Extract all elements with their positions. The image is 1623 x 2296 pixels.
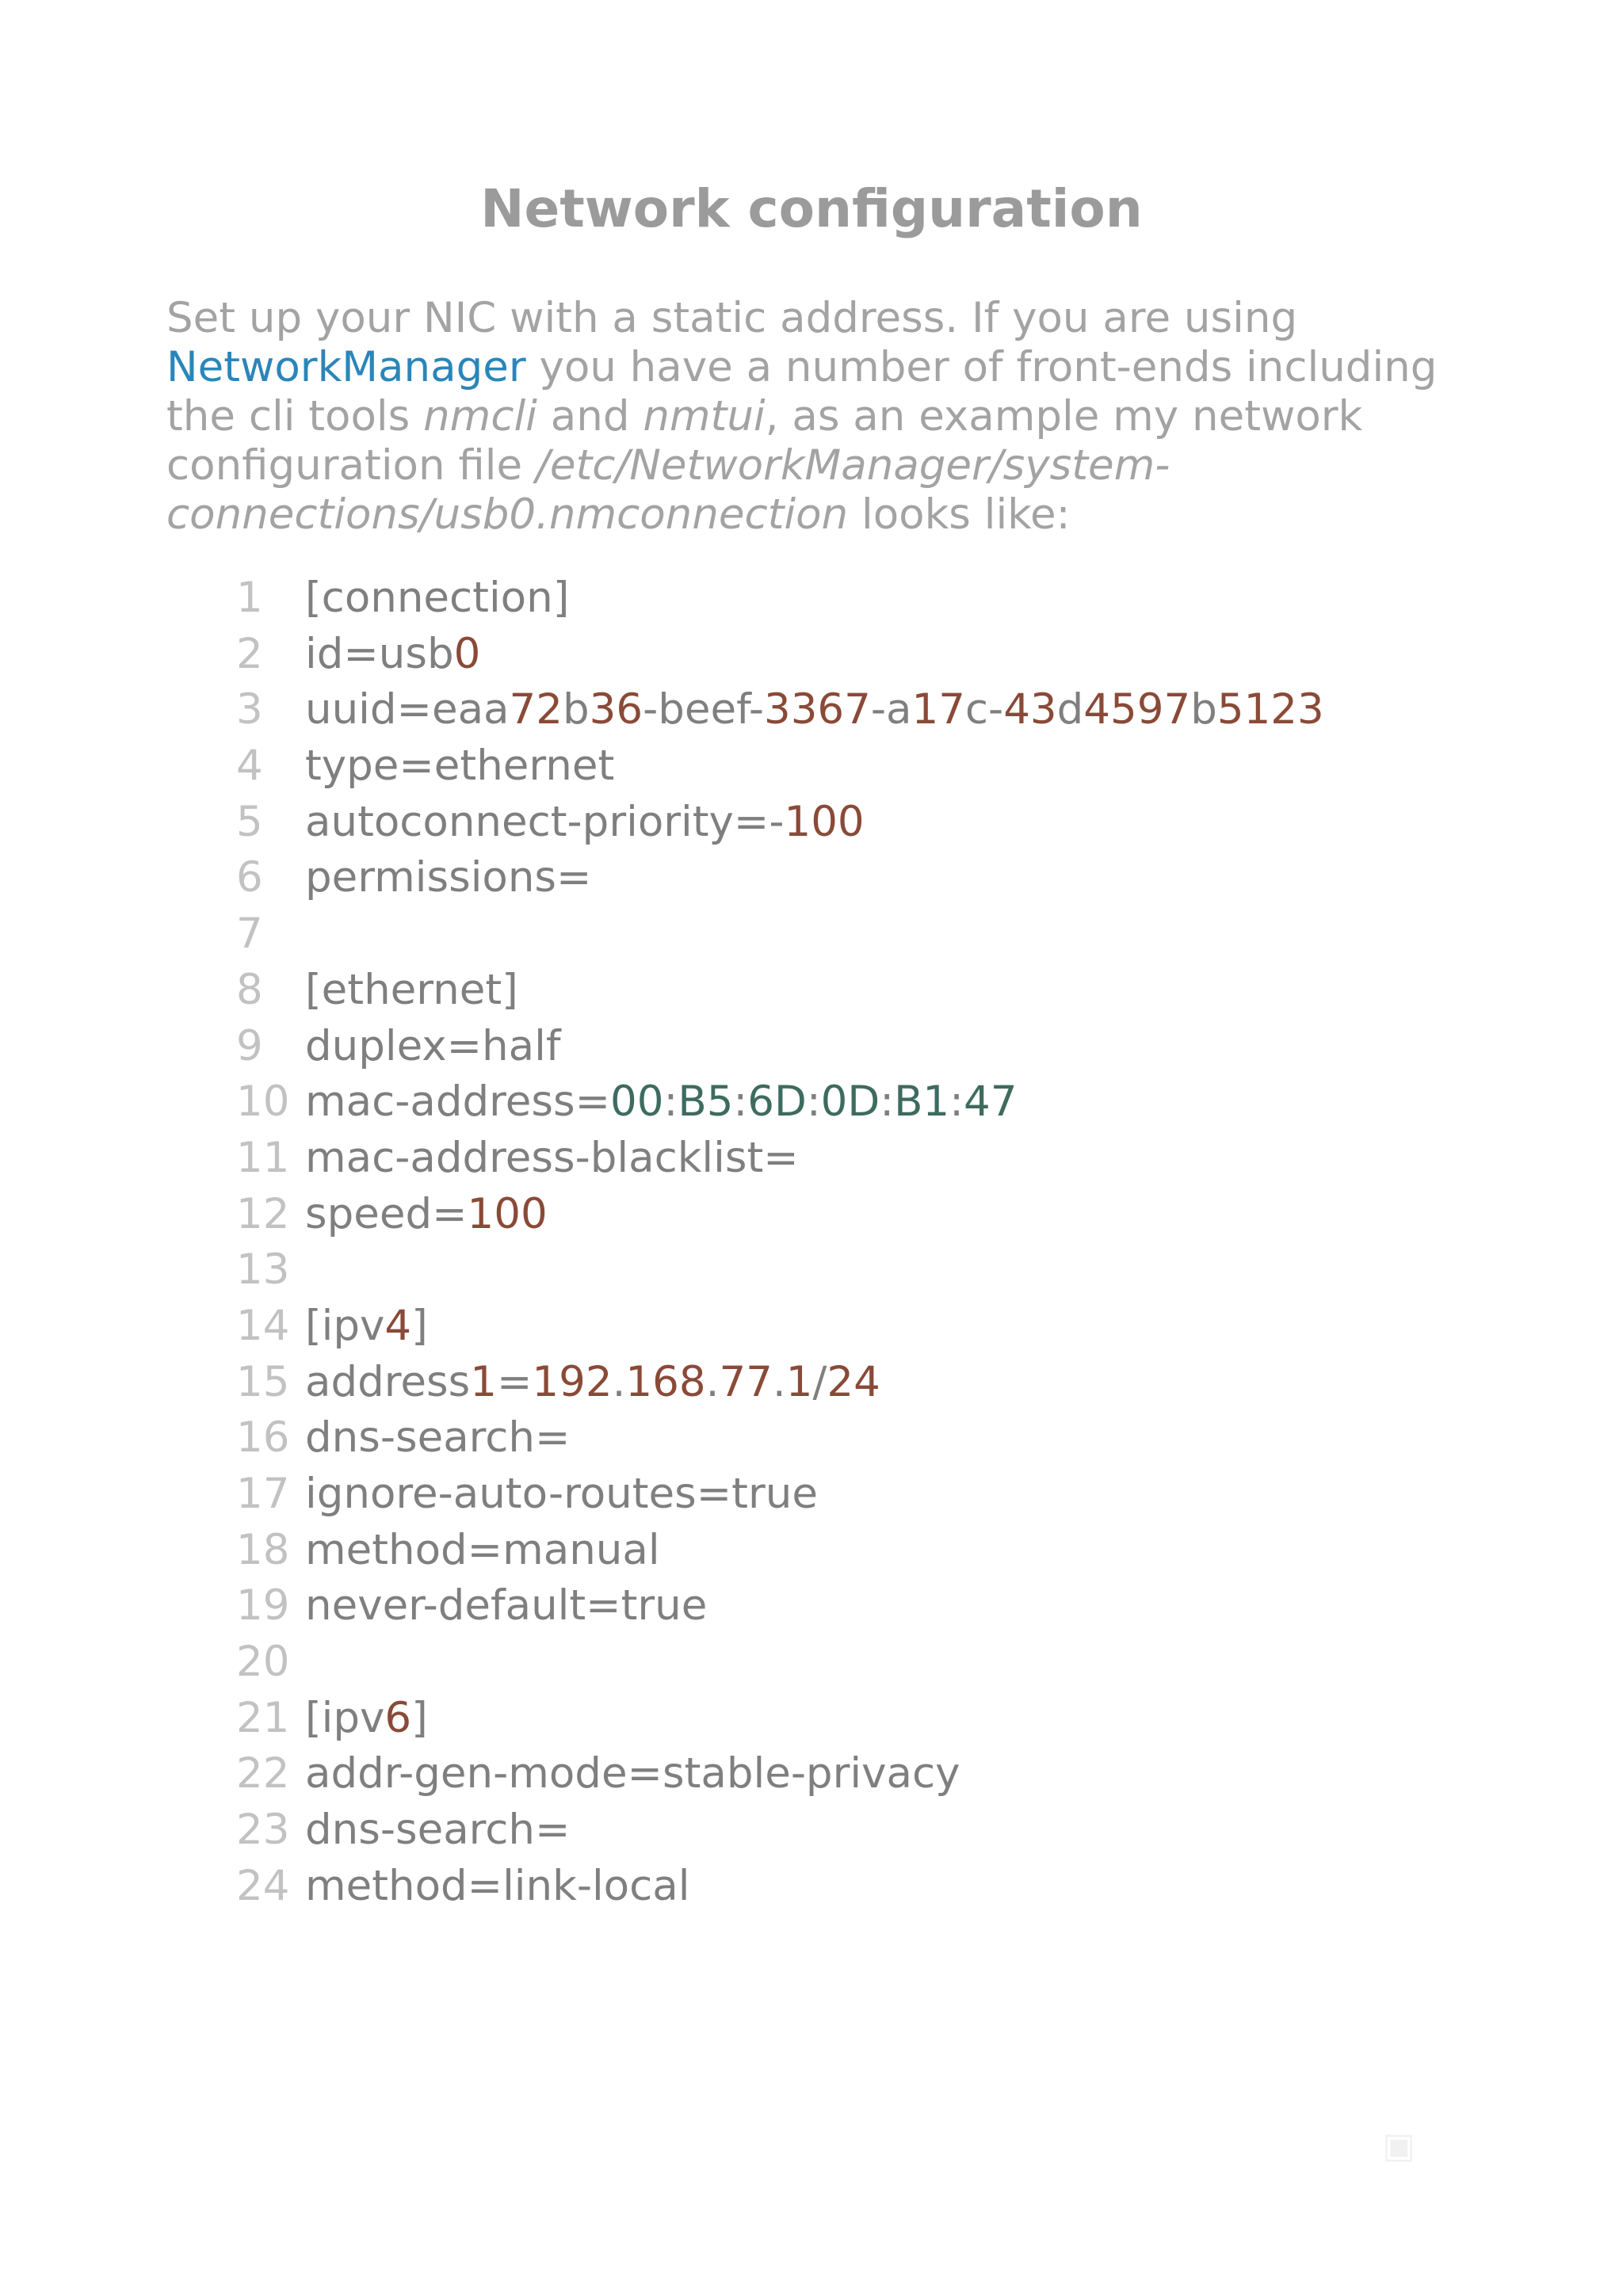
code-block	[166, 570, 1514, 1915]
code-line	[166, 1578, 1514, 1634]
code-text: never-default=true	[305, 1581, 708, 1630]
code-text: [ethernet]	[305, 965, 518, 1014]
code-line	[166, 738, 1514, 795]
line-number: 3	[236, 685, 263, 734]
code-line	[166, 1634, 1514, 1691]
code-line	[166, 1355, 1514, 1411]
line-number: 24	[236, 1861, 290, 1910]
code-line	[166, 1859, 1514, 1915]
line-number: 17	[236, 1470, 290, 1518]
code-text: method=manual	[305, 1525, 660, 1574]
line-number: 10	[236, 1077, 290, 1127]
line-number: 18	[236, 1525, 290, 1574]
code-line	[166, 1691, 1514, 1747]
tool-name-nmtui: nmtui	[643, 392, 766, 441]
line-number: 15	[236, 1357, 290, 1406]
intro-text: and	[537, 392, 643, 441]
line-number: 13	[236, 1245, 290, 1295]
code-line	[166, 963, 1514, 1019]
code-text: dns-search=	[305, 1806, 571, 1855]
code-line	[166, 1074, 1514, 1131]
intro-text: looks like:	[848, 490, 1071, 539]
code-line	[166, 1746, 1514, 1802]
line-number: 4	[236, 742, 263, 791]
line-number: 11	[236, 1133, 290, 1182]
code-text: mac-address-blacklist=	[305, 1133, 799, 1182]
code-line	[166, 1299, 1514, 1355]
code-line	[166, 1019, 1514, 1075]
line-number: 22	[236, 1749, 290, 1798]
line-number: 20	[236, 1638, 290, 1687]
code-text: [connection]	[305, 574, 570, 622]
config-file-path: /etc/NetworkManager/system-connections/usb0.nmconnection	[166, 441, 1170, 539]
code-line	[166, 1410, 1514, 1466]
watermark-icon: ▣	[1382, 2126, 1415, 2166]
code-line	[166, 1187, 1514, 1243]
code-text: [ipv4]	[305, 1301, 428, 1350]
code-line	[166, 1802, 1514, 1859]
code-text: type=ethernet	[305, 742, 615, 791]
code-text: uuid=eaa72b36-beef-3367-a17c-43d4597b5123	[305, 685, 1324, 734]
code-line	[166, 906, 1514, 963]
code-line	[166, 1523, 1514, 1579]
code-line	[166, 570, 1514, 627]
line-number: 8	[236, 965, 263, 1014]
code-text: ignore-auto-routes=true	[305, 1470, 818, 1518]
code-text: method=link-local	[305, 1861, 690, 1910]
code-text: permissions=	[305, 853, 592, 902]
intro-text: , as an example my network configuration file	[166, 392, 1363, 490]
line-number: 9	[236, 1021, 263, 1070]
code-text: autoconnect-priority=-100	[305, 797, 865, 846]
code-line	[166, 850, 1514, 906]
code-text: address1=192.168.77.1/24	[305, 1357, 880, 1406]
code-line	[166, 795, 1514, 851]
line-number: 16	[236, 1413, 290, 1463]
code-text: mac-address=00:B5:6D:0D:B1:47	[305, 1077, 1018, 1127]
intro-text: Set up your NIC with a static address. If you are using	[166, 294, 1298, 342]
code-text: addr-gen-mode=stable-privacy	[305, 1749, 960, 1798]
code-line	[166, 682, 1514, 738]
code-line	[166, 1242, 1514, 1299]
line-number: 21	[236, 1693, 290, 1742]
watermark-logo	[1260, 2127, 1537, 2199]
line-number: 6	[236, 853, 263, 902]
tool-name-nmcli: nmcli	[423, 392, 537, 441]
code-line	[166, 1131, 1514, 1187]
intro-paragraph	[166, 294, 1466, 540]
line-number: 2	[236, 629, 263, 678]
code-text: speed=100	[305, 1189, 548, 1238]
line-number: 1	[236, 574, 263, 622]
code-line	[166, 1466, 1514, 1523]
line-number: 19	[236, 1581, 290, 1630]
line-number: 5	[236, 797, 263, 846]
line-number: 7	[236, 910, 263, 959]
line-number: 12	[236, 1189, 290, 1238]
intro-text: you have a number of front-ends including the cli tools	[166, 343, 1438, 441]
line-number: 14	[236, 1301, 290, 1350]
code-text: duplex=half	[305, 1021, 561, 1070]
code-text: id=usb0	[305, 629, 481, 678]
line-number: 23	[236, 1806, 290, 1855]
code-line	[166, 627, 1514, 683]
page-title: Network configuration	[480, 178, 1143, 240]
code-text: [ipv6]	[305, 1693, 428, 1742]
networkmanager-link[interactable]: NetworkManager	[166, 343, 526, 391]
code-text: dns-search=	[305, 1413, 571, 1463]
